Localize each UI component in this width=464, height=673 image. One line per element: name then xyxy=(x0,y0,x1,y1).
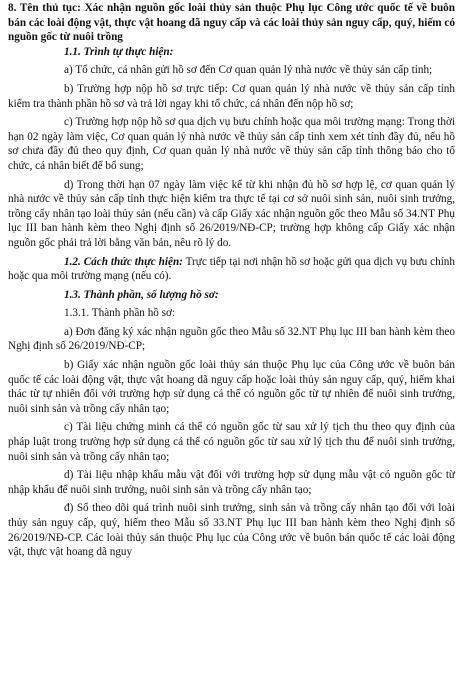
section-1-2-heading: 1.2. Cách thức thực hiện: xyxy=(64,255,183,268)
procedure-title: 8. Tên thủ tục: Xác nhận nguồn gốc loài thủy sản thuộc Phụ lục Công ước quốc tế về buôn bán các loài động vật, thực vật hoang dã nguy cấp và các loài thủy sản nguy cấp, quý, hiếm có nguồn gốc từ nuôi trồng xyxy=(8,2,455,44)
section-1-1-item-b: b) Trường hợp nộp hồ sơ trực tiếp: Cơ quan quản lý nhà nước về thủy sản cấp tỉnh kiểm tra thành phần hồ sơ và trả lời ngay khi tổ chức, cá nhân đến nộp hồ sơ; xyxy=(8,82,455,110)
section-1-3-item-d: d) Tài liệu nhập khẩu mẫu vật đối với trường hợp sử dụng mẫu vật có nguồn gốc từ nhập khẩu để nuôi sinh trưởng, nuôi sinh sản và trồng cấy nhân tạo; xyxy=(8,469,455,496)
section-1-1-heading: 1.1. Trình tự thực hiện: xyxy=(64,45,174,58)
section-1-1-item-a: a) Tổ chức, cá nhân gửi hồ sơ đến Cơ quan quản lý nhà nước về thủy sản cấp tỉnh; xyxy=(64,64,433,77)
section-1-3-1-heading: 1.3.1. Thành phần hồ sơ: xyxy=(64,307,176,320)
section-1-3-item-dd: đ) Sổ theo dõi quá trình nuôi sinh trưởng, sinh sản và trồng cấy nhân tạo đối với loài thủy sản nguy cấp, quý, hiếm theo Mẫu số 33.NT Phụ lục III ban hành kèm theo Nghị định số 26/2019/NĐ-CP. Các loài thủy sản thuộc Phụ lục của Công ước về buôn bán quốc tế các loài động vật, thực vật hoang dã nguy xyxy=(8,502,455,559)
section-1-3-item-a: a) Đơn đăng ký xác nhận nguồn gốc theo Mẫu số 32.NT Phụ lục III ban hành kèm theo Nghị định số 26/2019/NĐ-CP; xyxy=(8,325,455,353)
section-1-2-text: Trực tiếp tại nơi nhận hồ sơ hoặc gửi qua dịch vụ bưu chính hoặc qua môi trường mạng (nếu có). xyxy=(8,255,455,283)
section-1-1-item-c: c) Trường hợp nộp hồ sơ qua dịch vụ bưu chính hoặc qua môi trường mạng: Trong thời hạn 02 ngày làm việc, Cơ quan quản lý nhà nước về thủy sản cấp tỉnh xem xét tính đầy đủ, nếu hồ sơ chưa đầy đủ theo quy định, Cơ quan quản lý nhà nước về thủy sản cấp tỉnh thông báo cho tổ chức, cá nhân biết để bổ sung; xyxy=(8,116,455,172)
section-1-3-item-b: b) Giấy xác nhận nguồn gốc loài thủy sản thuộc Phụ lục của Công ước về buôn bán quốc tế các loài động vật, thực vật hoang dã nguy cấp hoặc loài thủy sản nguy cấp, quý, hiếm khai thác từ tự nhiên đối với trường hợp sử dụng cá thể có nguồn gốc từ tự nhiên để nuôi sinh trưởng, nuôi sinh sản và trồng cấy nhân tạo; xyxy=(8,359,455,415)
document-page xyxy=(0,1,464,560)
section-1-2-paragraph xyxy=(8,255,455,284)
section-1-3-heading: 1.3. Thành phần, số lượng hồ sơ: xyxy=(64,288,219,301)
section-1-1-item-d: d) Trong thời hạn 07 ngày làm việc kể từ khi nhận đủ hồ sơ hợp lệ, cơ quan quản lý nhà nước về thủy sản cấp tỉnh thực hiện kiểm tra thực tế tại cơ sở nuôi sinh sản, nuôi sinh trưởng, trồng cấy nhân tạo loài thủy sản (nếu cần) và cấp Giấy xác nhận nguồn gốc theo Mẫu số 34.NT Phụ lục III ban hành kèm theo Nghị định số 26/2019/NĐ-CP; trường hợp không cấp Giấy xác nhận nguồn gốc phải trả lời bằng văn bản, nêu rõ lý do. xyxy=(8,178,455,249)
section-1-3-item-c: c) Tài liệu chứng minh cá thể có nguồn gốc từ sau xử lý tịch thu theo quy định của pháp luật trong trường hợp sử dụng cá thể có nguồn gốc từ sau xử lý tịch thu để nuôi sinh trưởng, nuôi sinh sản và trồng cấy nhân tạo; xyxy=(8,421,455,463)
